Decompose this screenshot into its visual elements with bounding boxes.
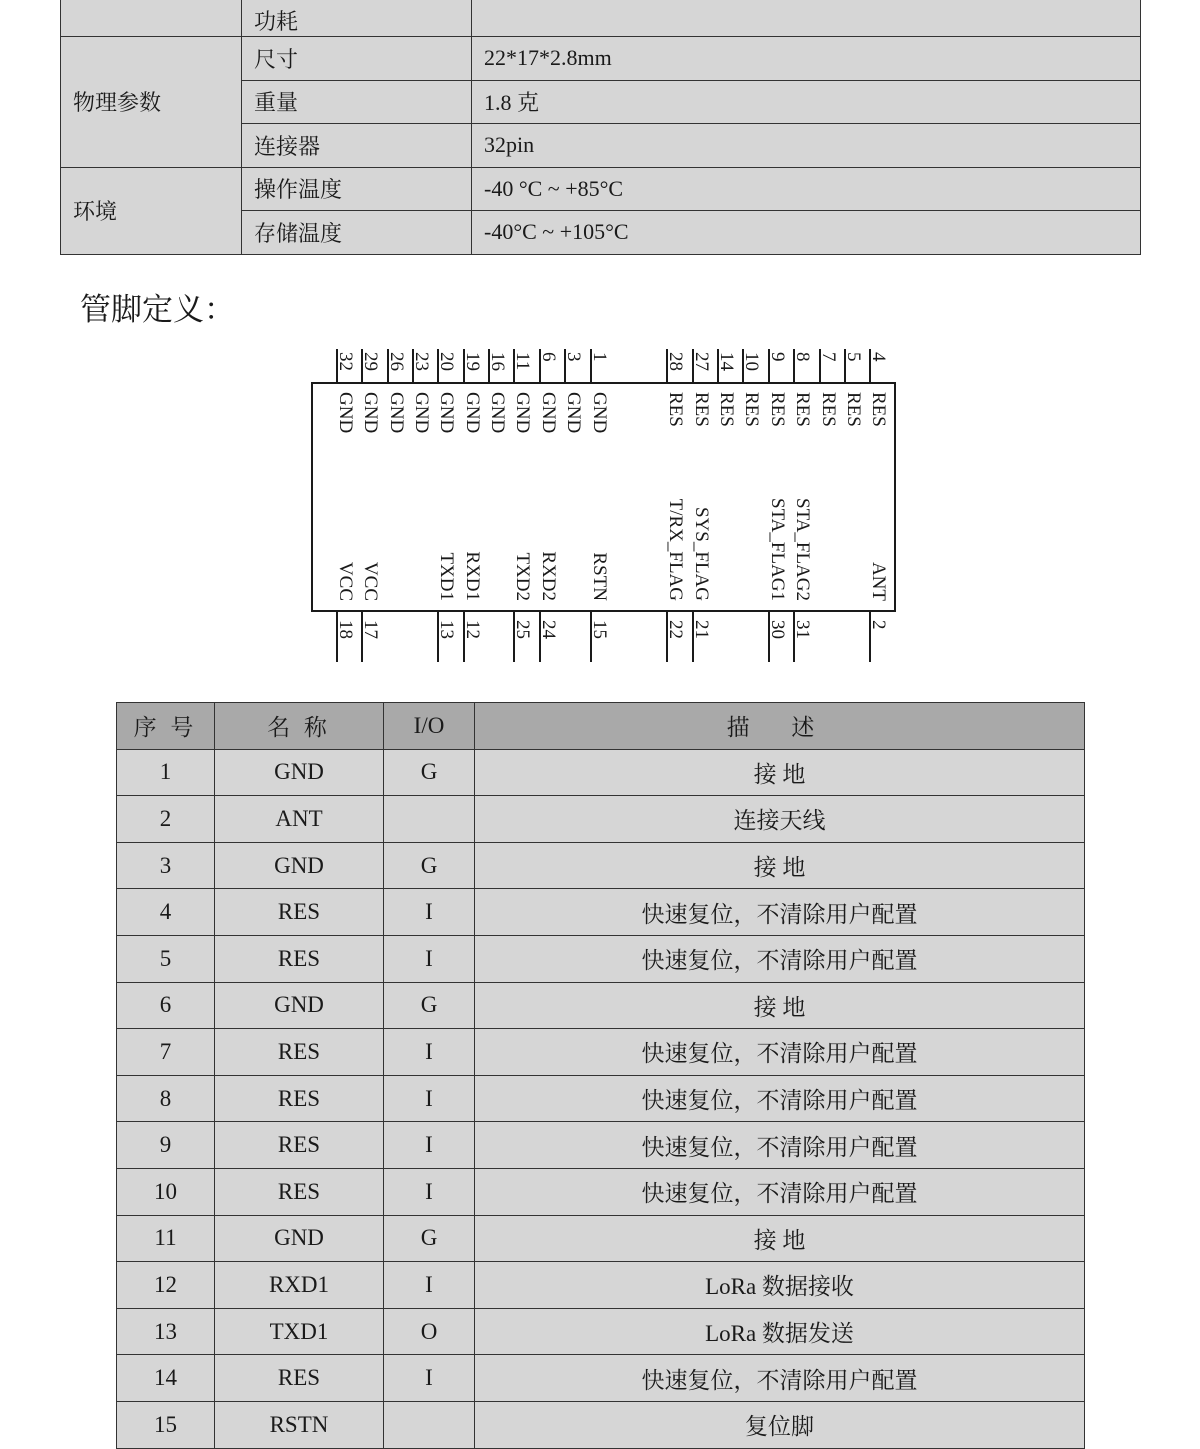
table-row <box>117 1215 1085 1262</box>
pin-no-cell: 15 <box>117 1401 215 1448</box>
pin-no-cell: 11 <box>117 1215 215 1262</box>
spec-row <box>61 0 1141 37</box>
pin-number: 13 <box>436 620 457 639</box>
table-row <box>117 749 1085 796</box>
pin-label: GND <box>436 392 457 434</box>
header-name: 名 称 <box>215 703 384 750</box>
pin-number: 20 <box>436 352 457 371</box>
pin-label: GND <box>360 392 381 434</box>
pin-label: GND <box>563 392 584 434</box>
pin-label: RXD2 <box>538 551 559 601</box>
spec-value-cell: 22*17*2.8mm <box>472 37 1141 81</box>
pin-label: RES <box>767 392 788 427</box>
spec-param-cell: 功耗 <box>242 0 472 37</box>
pin-number: 32 <box>335 352 356 371</box>
spec-category-cell: 环境 <box>61 167 242 254</box>
pin-io-cell: I <box>384 1355 475 1402</box>
pin-number: 4 <box>868 352 889 362</box>
pin-name-cell: RSTN <box>215 1401 384 1448</box>
pin-desc-cell: LoRa 数据接收 <box>475 1262 1085 1309</box>
pin-name-cell: GND <box>215 982 384 1029</box>
table-row <box>117 1075 1085 1122</box>
header-io: I/O <box>384 703 475 750</box>
pin-number: 1 <box>589 352 610 362</box>
pin-label: RES <box>818 392 839 427</box>
pin-label: GND <box>589 392 610 434</box>
spec-value-cell: 1.8 克 <box>472 80 1141 124</box>
pin-label: STA_FLAG2 <box>792 498 813 601</box>
spec-value-cell: 32pin <box>472 124 1141 168</box>
pin-number: 17 <box>360 620 381 639</box>
pin-io-cell: O <box>384 1308 475 1355</box>
pin-no-cell: 3 <box>117 842 215 889</box>
pin-number: 2 <box>868 620 889 630</box>
pin-number: 7 <box>818 352 839 362</box>
pin-table <box>116 702 1085 1449</box>
pin-number: 16 <box>487 352 508 371</box>
pin-no-cell: 5 <box>117 935 215 982</box>
table-row <box>117 935 1085 982</box>
pin-no-cell: 1 <box>117 749 215 796</box>
pin-desc-cell: 快速复位，不清除用户配置 <box>475 1168 1085 1215</box>
pin-io-cell: I <box>384 1122 475 1169</box>
pin-number: 24 <box>538 620 559 639</box>
pin-number: 30 <box>767 620 788 639</box>
spec-value-cell <box>472 0 1141 37</box>
pin-desc-cell: 快速复位，不清除用户配置 <box>475 889 1085 936</box>
table-row <box>117 1262 1085 1309</box>
pin-name-cell: GND <box>215 842 384 889</box>
pin-desc-cell: 快速复位，不清除用户配置 <box>475 935 1085 982</box>
pin-number: 19 <box>462 352 483 371</box>
pin-io-cell: I <box>384 1168 475 1215</box>
table-row <box>117 1168 1085 1215</box>
spec-row <box>61 167 1141 211</box>
pin-no-cell: 8 <box>117 1075 215 1122</box>
spec-param-cell: 操作温度 <box>242 167 472 211</box>
pin-label: TXD2 <box>512 552 533 601</box>
pin-label: RES <box>843 392 864 427</box>
pin-label: RXD1 <box>462 551 483 601</box>
table-row <box>117 1308 1085 1355</box>
table-row <box>117 889 1085 936</box>
pin-desc-cell: 快速复位，不清除用户配置 <box>475 1075 1085 1122</box>
table-row <box>117 982 1085 1029</box>
table-row <box>117 842 1085 889</box>
pin-name-cell: GND <box>215 749 384 796</box>
pin-label: RES <box>741 392 762 427</box>
pin-label: STA_FLAG1 <box>767 498 788 601</box>
spec-table <box>60 0 1141 255</box>
pin-desc-cell: 快速复位，不清除用户配置 <box>475 1122 1085 1169</box>
pin-number: 21 <box>691 620 712 639</box>
spec-category-cell <box>61 0 242 37</box>
pin-desc-cell: 连接天线 <box>475 796 1085 843</box>
pin-label: RES <box>716 392 737 427</box>
pin-label: VCC <box>335 561 356 601</box>
pin-desc-cell: 快速复位，不清除用户配置 <box>475 1029 1085 1076</box>
pin-name-cell: ANT <box>215 796 384 843</box>
pin-number: 23 <box>411 352 432 371</box>
pin-io-cell <box>384 796 475 843</box>
pin-label: RES <box>691 392 712 427</box>
pin-io-cell: I <box>384 889 475 936</box>
pin-name-cell: RES <box>215 1122 384 1169</box>
pin-label: GND <box>512 392 533 434</box>
pin-number: 31 <box>792 620 813 639</box>
pin-number: 27 <box>691 352 712 371</box>
pin-label: GND <box>335 392 356 434</box>
pin-name-cell: RXD1 <box>215 1262 384 1309</box>
pin-label: RES <box>868 392 889 427</box>
spec-row <box>61 37 1141 81</box>
spec-param-cell: 重量 <box>242 80 472 124</box>
table-row <box>117 796 1085 843</box>
pin-label: TXD1 <box>436 552 457 601</box>
pin-number: 25 <box>512 620 533 639</box>
pin-number: 8 <box>792 352 813 362</box>
pin-no-cell: 10 <box>117 1168 215 1215</box>
pin-label: T/RX_FLAG <box>665 498 686 601</box>
pin-no-cell: 12 <box>117 1262 215 1309</box>
pin-io-cell: I <box>384 1075 475 1122</box>
pin-label: GND <box>411 392 432 434</box>
pin-desc-cell: 快速复位，不清除用户配置 <box>475 1355 1085 1402</box>
pin-number: 28 <box>665 352 686 371</box>
pin-no-cell: 4 <box>117 889 215 936</box>
pin-name-cell: RES <box>215 1355 384 1402</box>
pin-number: 18 <box>335 620 356 639</box>
pin-label: VCC <box>360 561 381 601</box>
table-row <box>117 1122 1085 1169</box>
pin-label: SYS_FLAG <box>691 507 712 601</box>
pin-diagram <box>305 345 905 670</box>
pin-desc-cell: LoRa 数据发送 <box>475 1308 1085 1355</box>
pin-no-cell: 9 <box>117 1122 215 1169</box>
pin-label: RSTN <box>589 552 610 601</box>
spec-param-cell: 存储温度 <box>242 211 472 255</box>
spec-value-cell: -40°C ~ +105°C <box>472 211 1141 255</box>
header-desc: 描 述 <box>475 703 1085 750</box>
pin-label: RES <box>665 392 686 427</box>
pin-number: 14 <box>716 352 737 371</box>
pin-label: GND <box>487 392 508 434</box>
pin-name-cell: RES <box>215 935 384 982</box>
pin-io-cell: I <box>384 1262 475 1309</box>
pin-desc-cell: 接 地 <box>475 1215 1085 1262</box>
pin-name-cell: TXD1 <box>215 1308 384 1355</box>
pin-number: 15 <box>589 620 610 639</box>
pin-name-cell: GND <box>215 1215 384 1262</box>
pin-number: 12 <box>462 620 483 639</box>
pin-number: 11 <box>512 352 533 371</box>
pin-io-cell: I <box>384 1029 475 1076</box>
pin-number: 22 <box>665 620 686 639</box>
section-title: 管脚定义： <box>80 292 235 328</box>
pin-no-cell: 7 <box>117 1029 215 1076</box>
pin-table-header <box>117 703 1085 750</box>
pin-io-cell: G <box>384 842 475 889</box>
pin-number: 10 <box>741 352 762 371</box>
table-row <box>117 1029 1085 1076</box>
pin-number: 29 <box>360 352 381 371</box>
table-row <box>117 1401 1085 1448</box>
pin-label: RES <box>792 392 813 427</box>
pin-no-cell: 6 <box>117 982 215 1029</box>
pin-desc-cell: 接 地 <box>475 982 1085 1029</box>
pin-name-cell: RES <box>215 1168 384 1215</box>
pin-io-cell: G <box>384 1215 475 1262</box>
pin-io-cell: G <box>384 982 475 1029</box>
spec-category-cell: 物理参数 <box>61 37 242 168</box>
pin-label: GND <box>386 392 407 434</box>
pin-label: GND <box>538 392 559 434</box>
pin-io-cell: G <box>384 749 475 796</box>
spec-value-cell: -40 °C ~ +85°C <box>472 167 1141 211</box>
pin-no-cell: 2 <box>117 796 215 843</box>
pin-number: 9 <box>767 352 788 362</box>
spec-param-cell: 尺寸 <box>242 37 472 81</box>
pin-desc-cell: 接 地 <box>475 749 1085 796</box>
spec-param-cell: 连接器 <box>242 124 472 168</box>
table-row <box>117 1355 1085 1402</box>
pin-desc-cell: 接 地 <box>475 842 1085 889</box>
pin-io-cell: I <box>384 935 475 982</box>
pin-label: ANT <box>868 561 889 601</box>
pin-no-cell: 13 <box>117 1308 215 1355</box>
pin-label: GND <box>462 392 483 434</box>
pin-desc-cell: 复位脚 <box>475 1401 1085 1448</box>
pin-no-cell: 14 <box>117 1355 215 1402</box>
pin-name-cell: RES <box>215 889 384 936</box>
header-no: 序 号 <box>117 703 215 750</box>
pin-io-cell <box>384 1401 475 1448</box>
pin-number: 26 <box>386 352 407 371</box>
pin-number: 6 <box>538 352 559 362</box>
pin-number: 5 <box>843 352 864 362</box>
pin-name-cell: RES <box>215 1029 384 1076</box>
pin-number: 3 <box>563 352 584 362</box>
pin-name-cell: RES <box>215 1075 384 1122</box>
